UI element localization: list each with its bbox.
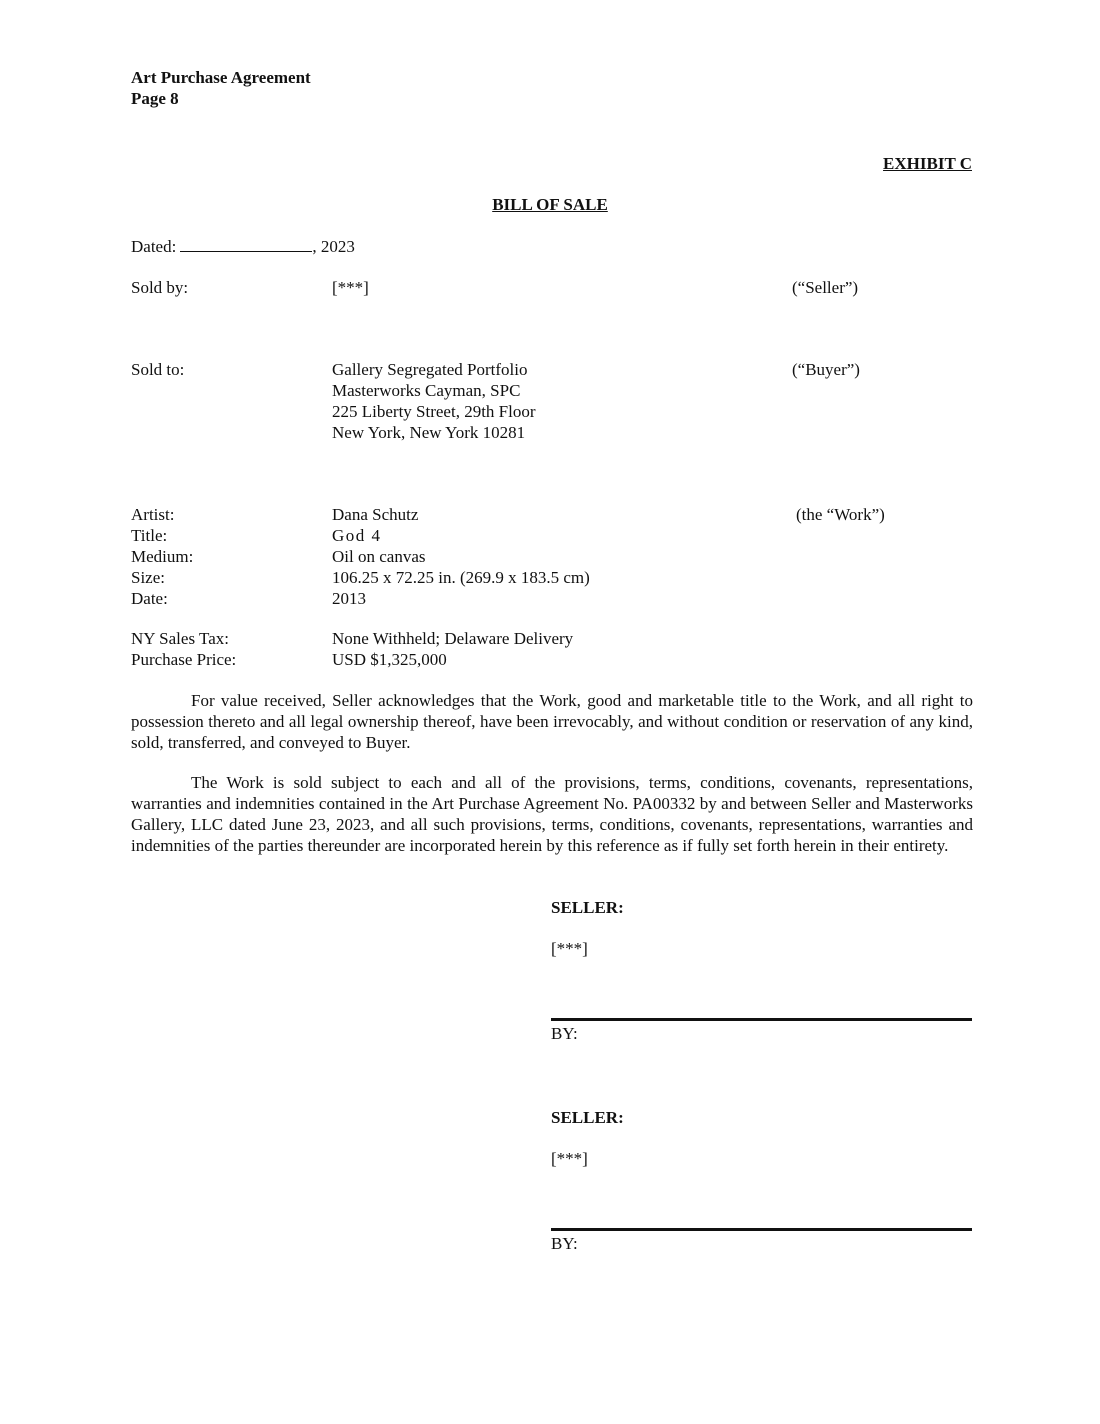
subject-to-paragraph: The Work is sold subject to each and all of the provisions, terms, conditions, covenants, representations, warranties and indemnities contained in the Art Purchase Agreement No. PA00332 by and between Seller and Masterworks Gallery, LLC dated June 23, 2023, and all such provisions, terms, conditions, covenants, representations, warranties and indemnities of the parties thereunder are incorporated herein by this reference as if fully set forth herein in their entirety. bbox=[131, 773, 973, 855]
purchase-price-label: Purchase Price: bbox=[131, 650, 237, 669]
dated-year: , 2023 bbox=[312, 237, 355, 256]
seller-name: [***] bbox=[551, 939, 588, 958]
header-title: Art Purchase Agreement bbox=[131, 68, 311, 87]
sales-tax-label: NY Sales Tax: bbox=[131, 629, 229, 648]
purchase-price-value: USD $1,325,000 bbox=[332, 650, 447, 669]
signature-line bbox=[551, 1018, 972, 1021]
document-header bbox=[131, 67, 311, 109]
buyer-tag: (“Buyer”) bbox=[792, 360, 860, 379]
seller-heading: SELLER: bbox=[551, 1108, 624, 1127]
buyer-address-line: New York, New York 10281 bbox=[332, 423, 526, 442]
artist-value: Dana Schutz bbox=[332, 505, 419, 524]
sales-tax-value: None Withheld; Delaware Delivery bbox=[332, 629, 574, 648]
work-values bbox=[332, 504, 590, 609]
work-labels bbox=[131, 504, 193, 609]
buyer-address-line: Masterworks Cayman, SPC bbox=[332, 381, 521, 400]
work-tag: (the “Work”) bbox=[796, 505, 885, 524]
exhibit-label: EXHIBIT C bbox=[883, 154, 972, 173]
buyer-address-line: 225 Liberty Street, 29th Floor bbox=[332, 402, 536, 421]
seller-name: [***] bbox=[551, 1149, 588, 1168]
size-label: Size: bbox=[131, 568, 165, 587]
dated-line bbox=[131, 235, 355, 257]
document-title: BILL OF SALE bbox=[492, 195, 608, 214]
medium-value: Oil on canvas bbox=[332, 547, 426, 566]
signature-line bbox=[551, 1228, 972, 1231]
seller-tag: (“Seller”) bbox=[792, 278, 859, 297]
sold-to-label: Sold to: bbox=[131, 360, 185, 379]
financial-labels bbox=[131, 628, 236, 670]
artist-label: Artist: bbox=[131, 505, 175, 524]
by-label: BY: bbox=[551, 1024, 578, 1043]
by-label: BY: bbox=[551, 1234, 578, 1253]
conveyance-paragraph: For value received, Seller acknowledges that the Work, good and marketable title to the Work, and all right to possession thereto and all legal ownership thereof, have been irrevocably, and without condition or reservation of any kind, sold, transferred, and conveyed to Buyer. bbox=[131, 691, 973, 752]
title-label: Title: bbox=[131, 526, 168, 545]
sold-by-value: [***] bbox=[332, 278, 369, 297]
financial-values bbox=[332, 628, 573, 670]
buyer-address-line: Gallery Segregated Portfolio bbox=[332, 360, 528, 379]
date-blank-line bbox=[180, 235, 312, 252]
date-value: 2013 bbox=[332, 589, 366, 608]
sold-by-label: Sold by: bbox=[131, 278, 189, 297]
dated-label: Dated: bbox=[131, 237, 177, 256]
header-page-number: Page 8 bbox=[131, 89, 179, 108]
medium-label: Medium: bbox=[131, 547, 194, 566]
title-value: God 4 bbox=[332, 526, 382, 545]
date-label: Date: bbox=[131, 589, 168, 608]
buyer-address bbox=[332, 359, 536, 443]
size-value: 106.25 x 72.25 in. (269.9 x 183.5 cm) bbox=[332, 568, 590, 587]
seller-heading: SELLER: bbox=[551, 898, 624, 917]
